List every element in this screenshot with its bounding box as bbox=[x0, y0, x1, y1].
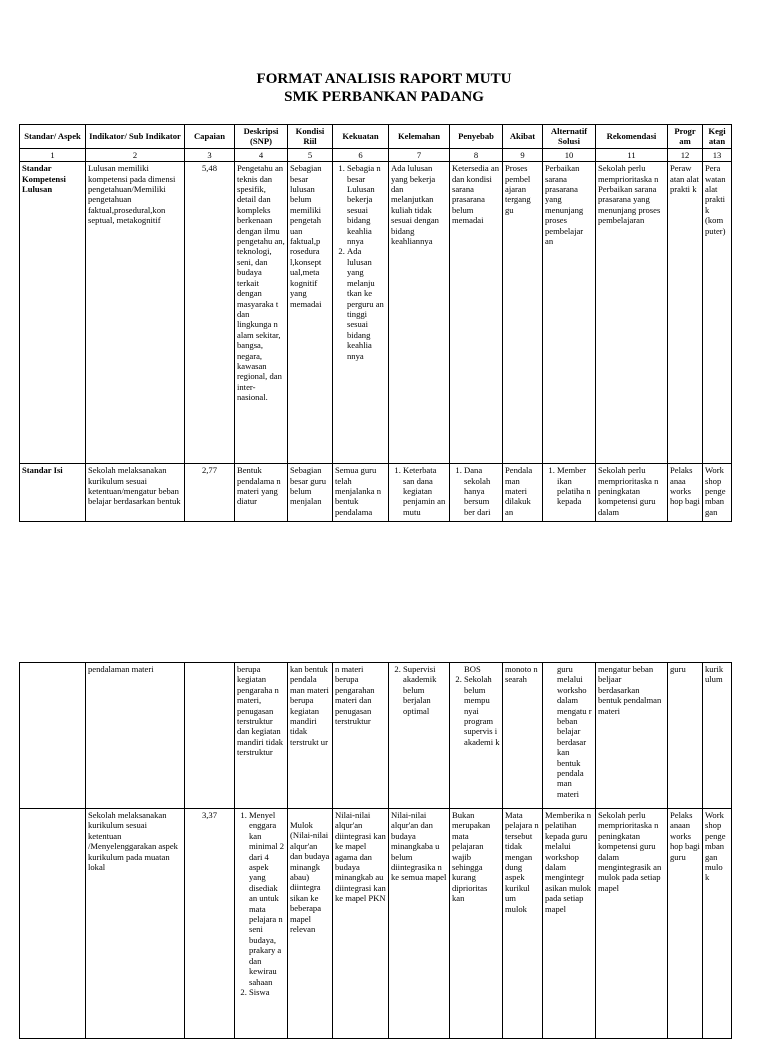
cell-penyebab bbox=[450, 663, 503, 809]
header-capaian: Capaian bbox=[185, 125, 235, 149]
col-number: 2 bbox=[86, 148, 185, 161]
cell-kekuatan: n materi berupa pengarahan materi dan penugasan terstruktur bbox=[333, 663, 389, 809]
cell-kelemahan: Ada lulusan yang bekerja dan melanjutkan kuliah tidak sesuai dengan bidang keahliannya bbox=[389, 162, 450, 464]
cell-deskripsi: berupa kegiatan pengaraha n materi, penugasan terstruktur dan kegiatan mandiri tidak terstruktur bbox=[235, 663, 288, 809]
cell-indikator: Sekolah melaksanakan kurikulum sesuai ketentuan /Menyelenggarakan aspek kurikulum pada muatan lokal bbox=[86, 809, 185, 1039]
cell-alternatif: Memberika n pelatihan kepada guru melalui workshop dalam mengintegr asikan mulok pada setiap mapel bbox=[543, 809, 596, 1039]
kelemahan-list bbox=[391, 664, 447, 716]
cell-rekomendasi: Sekolah perlu memprioritaska n peningkatan kompetensi guru dalam mengintegrasik an mulok pada setiap mapel bbox=[596, 809, 668, 1039]
kekuatan-list bbox=[335, 163, 386, 361]
analysis-table-page-2 bbox=[19, 662, 732, 1039]
cell-capaian: 2,77 bbox=[185, 464, 235, 522]
cell-deskripsi: Bentuk pendalama n materi yang diatur bbox=[235, 464, 288, 522]
analysis-table-page-1 bbox=[19, 124, 732, 522]
cell-standar: Standar Kompetensi Lulusan bbox=[20, 162, 86, 464]
cell-capaian: 3,37 bbox=[185, 809, 235, 1039]
cell-kekuatan: Nilai-nilai alqur'an diintegrasi kan ke mapel agama dan budaya minangkab au diintegrasi kan ke mapel PKN bbox=[333, 809, 389, 1039]
cell-akibat: Mata pelajara n tersebut tidak mengan dung aspek kurikul um mulok bbox=[503, 809, 543, 1039]
cell-standar bbox=[20, 663, 86, 809]
header-kelemahan: Kelemahan bbox=[389, 125, 450, 149]
cell-program: Pelaks anaan works hop bagi guru bbox=[668, 809, 703, 1039]
header-akibat: Akibat bbox=[503, 125, 543, 149]
cell-penyebab: Ketersedia an dan kondisi sarana prasarana belum memadai bbox=[450, 162, 503, 464]
alternatif-continuation: guru melalui worksho dalam mengatu r beban belajar berdasar kan bentuk pendala man materi bbox=[557, 664, 592, 799]
cell-kegiatan: Work shop penge mban gan mulo k bbox=[703, 809, 732, 1039]
cell-rekomendasi: Sekolah perlu memprioritaska n Perbaikan sarana prasarana yang menunjang proses pembelajaran bbox=[596, 162, 668, 464]
cell-rekomendasi: mengatur beban beljaar berdasarkan bentuk pendalman materi bbox=[596, 663, 668, 809]
list-item: 1. Member ikan pelatiha n kepada bbox=[557, 465, 593, 507]
cell-alternatif bbox=[543, 663, 596, 809]
header-deskripsi: Deskripsi (SNP) bbox=[235, 125, 288, 149]
header-kondisi: Kondisi Riil bbox=[288, 125, 333, 149]
table-row bbox=[20, 809, 732, 1039]
header-penyebab: Penyebab bbox=[450, 125, 503, 149]
penyebab-list bbox=[452, 674, 500, 747]
cell-standar bbox=[20, 809, 86, 1039]
header-indikator: Indikator/ Sub Indikator bbox=[86, 125, 185, 149]
col-number: 13 bbox=[703, 148, 732, 161]
col-number: 11 bbox=[596, 148, 668, 161]
cell-penyebab bbox=[450, 464, 503, 522]
col-number: 7 bbox=[389, 148, 450, 161]
cell-akibat: Pendala man materi dilakuk an bbox=[503, 464, 543, 522]
deskripsi-list bbox=[237, 810, 285, 997]
col-number: 9 bbox=[503, 148, 543, 161]
column-number-row bbox=[20, 148, 732, 161]
cell-deskripsi bbox=[235, 809, 288, 1039]
cell-kegiatan: kurik ulum bbox=[703, 663, 732, 809]
document-subtitle: SMK PERBANKAN PADANG bbox=[284, 89, 484, 105]
cell-akibat: monoto n searah bbox=[503, 663, 543, 809]
header-program: Progr am bbox=[668, 125, 703, 149]
cell-rekomendasi: Sekolah perlu memprioritaska n peningkatan kompetensi guru dalam bbox=[596, 464, 668, 522]
cell-kondisi: kan bentuk pendala man materi berupa kegiatan mandiri tidak terstrukt ur bbox=[288, 663, 333, 809]
cell-kondisi: Sebagian besar guru belum menjalan bbox=[288, 464, 333, 522]
table-row bbox=[20, 162, 732, 464]
list-item: 2. Supervisi akademik belum berjalan optimal bbox=[403, 664, 447, 716]
list-item: 1. Sebagia n besar Lulusan bekerja sesuai bidang keahlia nnya bbox=[347, 163, 386, 246]
col-number: 8 bbox=[450, 148, 503, 161]
cell-kekuatan: Semua guru telah menjalanka n bentuk pendalama bbox=[333, 464, 389, 522]
list-item: 2. Sekolah belum mempu nyai program supervis i akademi k bbox=[464, 674, 500, 747]
cell-indikator: pendalaman materi bbox=[86, 663, 185, 809]
table-row bbox=[20, 464, 732, 522]
cell-program: guru bbox=[668, 663, 703, 809]
cell-alternatif: Perbaikan sarana prasarana yang menunjang proses pembelajar an bbox=[543, 162, 596, 464]
table-row bbox=[20, 663, 732, 809]
col-number: 12 bbox=[668, 148, 703, 161]
cell-deskripsi: Pengetahu an teknis dan spesifik, detail dan kompleks berkenaan dengan ilmu pengetahu an, teknologi, seni, dan budaya terkait dengan masyaraka t dan lingkunga n alam sekitar, bangsa, negara, kawasan regional, dan inter-nasional. bbox=[235, 162, 288, 464]
cell-kegiatan: Pera watan alat prakti k (kom puter) bbox=[703, 162, 732, 464]
cell-capaian bbox=[185, 663, 235, 809]
cell-kondisi bbox=[288, 809, 333, 1039]
cell-kekuatan bbox=[333, 162, 389, 464]
list-item: 2. Siswa bbox=[249, 987, 285, 997]
list-item: 1. Keterbata san dana kegiatan penjamin an mutu bbox=[403, 465, 447, 517]
col-number: 1 bbox=[20, 148, 86, 161]
list-item: 2. Ada lulusan yang melanju tkan ke perguru an tinggi sesuai bidang keahlia nnya bbox=[347, 246, 386, 360]
col-number: 10 bbox=[543, 148, 596, 161]
cell-kelemahan bbox=[389, 464, 450, 522]
col-number: 5 bbox=[288, 148, 333, 161]
header-row bbox=[20, 125, 732, 149]
cell-standar: Standar Isi bbox=[20, 464, 86, 522]
cell-kondisi: Sebagian besar lulusan belum memiliki pengetah uan faktual,p rosedura l,konsept ual,meta kognitif yang memadai bbox=[288, 162, 333, 464]
header-standar: Standar/ Aspek bbox=[20, 125, 86, 149]
kelemahan-list bbox=[391, 465, 447, 517]
cell-kegiatan: Work shop penge mban gan bbox=[703, 464, 732, 522]
header-kekuatan: Kekuatan bbox=[333, 125, 389, 149]
cell-kelemahan: Nilai-nilai alqur'an dan budaya minangkaba u belum diintegrasika n ke semua mapel bbox=[389, 809, 450, 1039]
header-rekomendasi: Rekomendasi bbox=[596, 125, 668, 149]
cell-indikator: Lulusan memiliki kompetensi pada dimensi pengetahuan/Memiliki pengetahuan faktual,prosedural,kon septual, metakognitif bbox=[86, 162, 185, 464]
cell-penyebab: Bukan merupakan mata pelajaran wajib sehingga kurang diprioritas kan bbox=[450, 809, 503, 1039]
header-alternatif: Alternatif Solusi bbox=[543, 125, 596, 149]
cell-capaian: 5,48 bbox=[185, 162, 235, 464]
cell-akibat: Proses pembel ajaran tergang gu bbox=[503, 162, 543, 464]
list-item: 1. Dana sekolah hanya bersum ber dari bbox=[464, 465, 500, 517]
cell-alternatif bbox=[543, 464, 596, 522]
col-number: 6 bbox=[333, 148, 389, 161]
penyebab-list bbox=[452, 465, 500, 517]
document-title: FORMAT ANALISIS RAPORT MUTU bbox=[256, 71, 512, 87]
cell-program: Peraw atan alat prakti k bbox=[668, 162, 703, 464]
cell-program: Pelaks anaa works hop bagi bbox=[668, 464, 703, 522]
kondisi-text: Mulok (Nilai-nilai alqur'an dan budaya minangk abau) diintegra sikan ke beberapa mapel relevan bbox=[290, 820, 330, 935]
col-number: 4 bbox=[235, 148, 288, 161]
col-number: 3 bbox=[185, 148, 235, 161]
alternatif-list bbox=[545, 465, 593, 507]
cell-kelemahan bbox=[389, 663, 450, 809]
header-kegiatan: Kegi atan bbox=[703, 125, 732, 149]
list-item: 1. Menyel enggara kan minimal 2 dari 4 aspek yang disediak an untuk mata pelajara n seni budaya, prakary a dan kewirau sahaan bbox=[249, 810, 285, 987]
cell-indikator: Sekolah melaksanakan kurikulum sesuai ketentuan/mengatur beban belajar berdasarkan bentuk bbox=[86, 464, 185, 522]
penyebab-continuation: BOS bbox=[464, 664, 481, 674]
